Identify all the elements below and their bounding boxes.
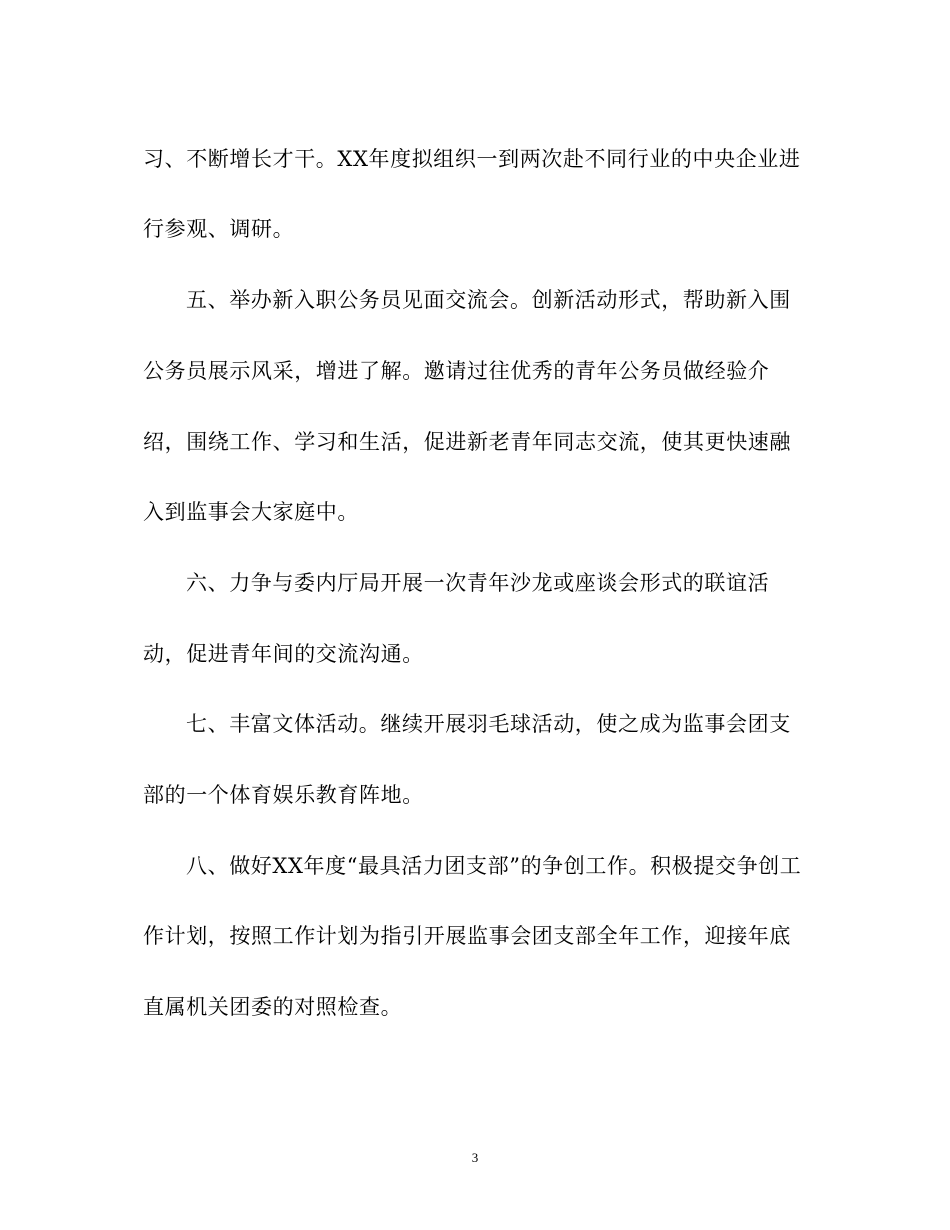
text-line: 绍，围绕工作、学习和生活，促进新老青年同志交流，使其更快速融 — [143, 430, 791, 454]
text-line: 部的一个体育娱乐教育阵地。 — [143, 783, 424, 807]
text-line: 习、不断增长才干。XX年度拟组织一到两次赴不同行业的中央企业进 — [143, 147, 801, 171]
paragraph-start-line: 六、力争与委内厅局开展一次青年沙龙或座谈会形式的联谊活 — [186, 571, 770, 595]
text-line: 作计划，按照工作计划为指引开展监事会团支部全年工作，迎接年底 — [143, 924, 791, 948]
page-number: 3 — [471, 1150, 479, 1165]
paragraph-start-line: 五、举办新入职公务员见面交流会。创新活动形式，帮助新入围 — [186, 288, 791, 312]
paragraph-start-line: 八、做好XX年度“最具活力团支部”的争创工作。积极提交争创工 — [186, 854, 802, 878]
text-line: 入到监事会大家庭中。 — [143, 500, 359, 524]
text-line: 行参观、调研。 — [143, 217, 295, 241]
text-line: 直属机关团委的对照检查。 — [143, 995, 403, 1019]
text-line: 动，促进青年间的交流沟通。 — [143, 642, 424, 666]
text-line: 公务员展示风采，增进了解。邀请过往优秀的青年公务员做经验介 — [143, 359, 770, 383]
paragraph-start-line: 七、丰富文体活动。继续开展羽毛球活动，使之成为监事会团支 — [186, 712, 791, 736]
